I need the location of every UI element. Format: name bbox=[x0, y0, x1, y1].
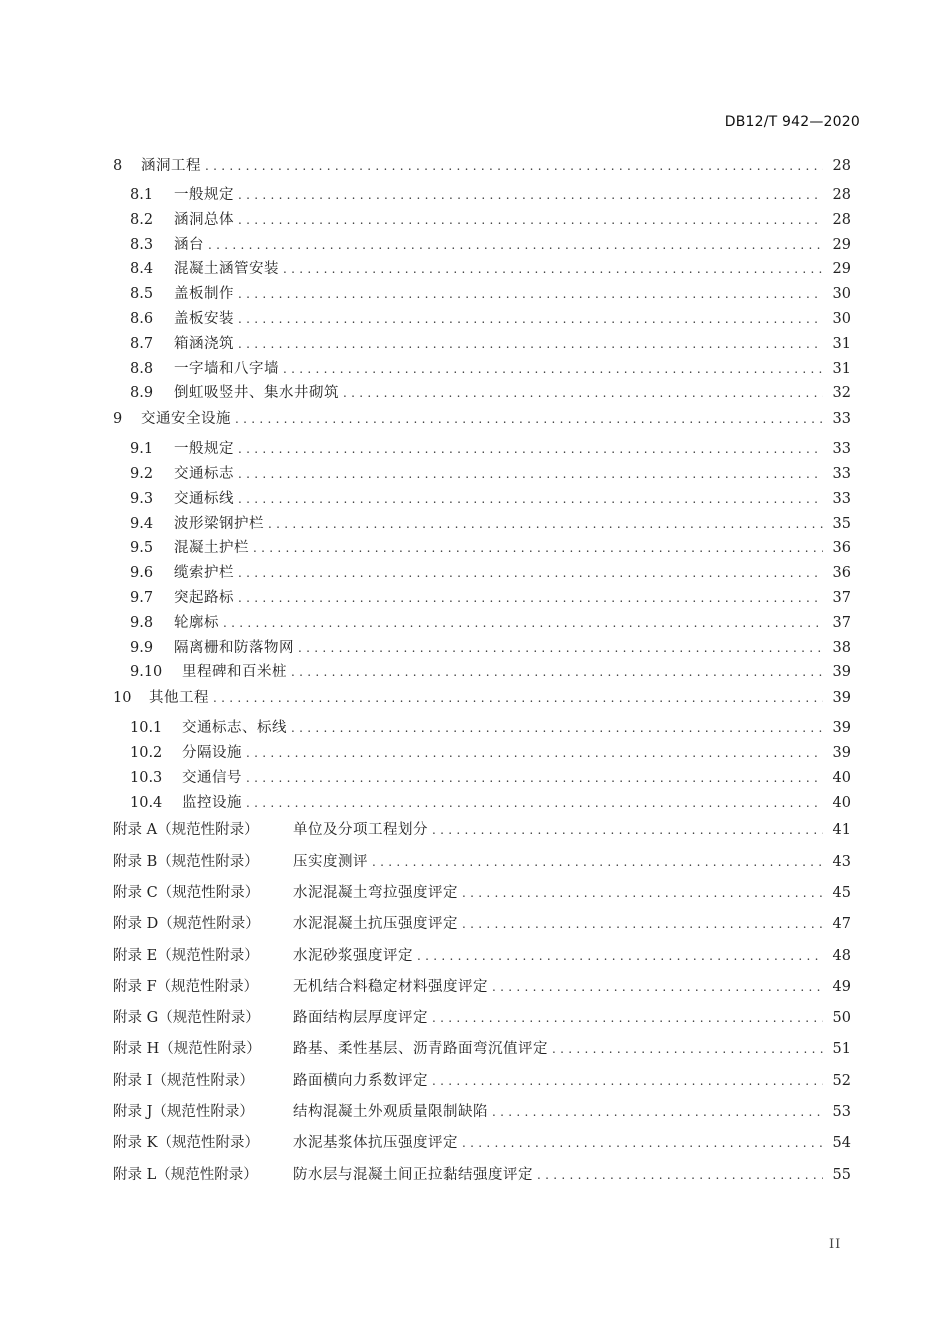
toc-section-10-3[interactable] bbox=[113, 766, 851, 791]
dot-leader bbox=[238, 462, 823, 487]
toc-chapter-10[interactable] bbox=[113, 685, 851, 716]
toc-appendix-h[interactable] bbox=[113, 1034, 851, 1065]
appendix-title: 水泥基浆体抗压强度评定 bbox=[293, 1135, 458, 1152]
section-number: 8.8 bbox=[130, 360, 154, 377]
page-number: 39 bbox=[832, 664, 851, 681]
section-number: 8.1 bbox=[130, 187, 154, 203]
page-number: 38 bbox=[832, 639, 851, 656]
toc-appendix-i[interactable] bbox=[113, 1066, 851, 1097]
dot-leader bbox=[552, 1034, 823, 1065]
page-number: 48 bbox=[832, 947, 851, 964]
section-title: 倒虹吸竖井、集水井砌筑 bbox=[174, 385, 339, 402]
toc-section-8-5[interactable] bbox=[113, 282, 851, 307]
section-number: 9.7 bbox=[130, 589, 154, 606]
section-title: 里程碑和百米桩 bbox=[182, 664, 287, 681]
toc-section-9-1[interactable] bbox=[113, 437, 851, 462]
page-number: 36 bbox=[832, 565, 851, 582]
section-number: 9.10 bbox=[130, 664, 163, 681]
section-title: 涵洞总体 bbox=[174, 211, 234, 228]
section-number: 10.3 bbox=[130, 769, 163, 786]
dot-leader bbox=[238, 437, 823, 462]
section-number: 9.3 bbox=[130, 490, 154, 507]
dot-leader bbox=[291, 716, 823, 741]
toc-appendix-g[interactable] bbox=[113, 1003, 851, 1034]
page-number: 28 bbox=[832, 158, 851, 174]
page-number: 30 bbox=[832, 286, 851, 303]
page-number: 29 bbox=[832, 236, 851, 253]
dot-leader bbox=[223, 611, 823, 636]
section-number: 9.2 bbox=[130, 465, 154, 482]
page-number: 33 bbox=[832, 411, 851, 428]
dot-leader bbox=[537, 1160, 823, 1191]
section-title: 混凝土护栏 bbox=[174, 540, 249, 557]
dot-leader bbox=[246, 741, 823, 766]
section-title: 交通标志 bbox=[174, 465, 234, 482]
dot-leader bbox=[432, 815, 823, 846]
toc-appendix-b[interactable] bbox=[113, 847, 851, 878]
page-number: 43 bbox=[832, 853, 851, 870]
page-number: 33 bbox=[832, 465, 851, 482]
toc-section-10-1[interactable] bbox=[113, 716, 851, 741]
section-number: 9.5 bbox=[130, 540, 154, 557]
toc-section-9-6[interactable] bbox=[113, 561, 851, 586]
dot-leader bbox=[372, 847, 823, 878]
dot-leader bbox=[238, 208, 823, 233]
page-number: 37 bbox=[832, 589, 851, 606]
page-number: 52 bbox=[832, 1072, 851, 1089]
appendix-label: 附录 C（规范性附录） bbox=[113, 884, 260, 901]
chapter-number: 9 bbox=[113, 411, 123, 428]
chapter-number: 10 bbox=[113, 690, 132, 707]
toc-section-9-7[interactable] bbox=[113, 586, 851, 611]
page-number: 50 bbox=[832, 1010, 851, 1027]
page-number: 55 bbox=[832, 1166, 851, 1183]
toc-chapter-8[interactable] bbox=[113, 153, 851, 183]
section-title: 盖板安装 bbox=[174, 310, 234, 327]
toc-appendix-e[interactable] bbox=[113, 941, 851, 972]
section-number: 9.4 bbox=[130, 515, 154, 532]
section-title: 监控设施 bbox=[182, 794, 242, 811]
dot-leader bbox=[246, 766, 823, 791]
appendix-title: 压实度测评 bbox=[293, 853, 368, 870]
page-number: 39 bbox=[832, 744, 851, 761]
page-number: 41 bbox=[832, 822, 851, 839]
table-of-contents bbox=[113, 153, 851, 1191]
dot-leader bbox=[208, 233, 823, 258]
toc-section-8-2[interactable] bbox=[113, 208, 851, 233]
page-number: 53 bbox=[832, 1104, 851, 1120]
dot-leader bbox=[246, 791, 823, 816]
toc-section-8-3[interactable] bbox=[113, 233, 851, 258]
section-title: 分隔设施 bbox=[182, 744, 242, 761]
page-number: 35 bbox=[832, 515, 851, 532]
dot-leader bbox=[492, 1097, 823, 1128]
dot-leader bbox=[417, 941, 823, 972]
toc-appendix-j[interactable] bbox=[113, 1097, 851, 1128]
toc-appendix-c[interactable] bbox=[113, 878, 851, 909]
appendix-title: 路基、柔性基层、沥青路面弯沉值评定 bbox=[293, 1041, 548, 1058]
toc-section-8-1[interactable] bbox=[113, 183, 851, 208]
section-title: 波形梁钢护栏 bbox=[174, 515, 264, 532]
dot-leader bbox=[343, 381, 823, 406]
appendix-label: 附录 K（规范性附录） bbox=[113, 1135, 259, 1152]
dot-leader bbox=[298, 636, 823, 661]
section-number: 10.4 bbox=[130, 794, 163, 811]
appendix-label: 附录 J（规范性附录） bbox=[113, 1104, 254, 1120]
dot-leader bbox=[283, 257, 823, 282]
page-number: 36 bbox=[832, 540, 851, 557]
page-number: 37 bbox=[832, 614, 851, 631]
section-title: 一般规定 bbox=[174, 187, 234, 203]
section-number: 8.3 bbox=[130, 236, 154, 253]
section-number: 10.2 bbox=[130, 744, 163, 761]
section-title: 缆索护栏 bbox=[174, 565, 234, 582]
toc-section-9-8[interactable] bbox=[113, 611, 851, 636]
dot-leader bbox=[238, 282, 823, 307]
section-number: 8.5 bbox=[130, 286, 154, 303]
appendix-title: 水泥砂浆强度评定 bbox=[293, 947, 413, 964]
chapter-title: 其他工程 bbox=[149, 690, 209, 707]
section-number: 10.1 bbox=[130, 720, 163, 737]
appendix-title: 水泥混凝土弯拉强度评定 bbox=[293, 884, 458, 901]
dot-leader bbox=[238, 332, 823, 357]
page-number: 54 bbox=[832, 1135, 851, 1152]
toc-appendix-k[interactable] bbox=[113, 1128, 851, 1159]
dot-leader bbox=[238, 183, 823, 208]
section-title: 一般规定 bbox=[174, 441, 234, 458]
dot-leader bbox=[492, 972, 823, 1003]
appendix-title: 无机结合料稳定材料强度评定 bbox=[293, 978, 488, 995]
section-number: 8.7 bbox=[130, 335, 154, 352]
section-title: 混凝土涵管安装 bbox=[174, 261, 279, 278]
page-number: 28 bbox=[832, 211, 851, 228]
page-number: 33 bbox=[832, 490, 851, 507]
toc-section-9-3[interactable] bbox=[113, 487, 851, 512]
appendix-label: 附录 I（规范性附录） bbox=[113, 1072, 254, 1089]
page-number: 40 bbox=[832, 769, 851, 786]
dot-leader bbox=[283, 357, 823, 382]
toc-section-9-9[interactable] bbox=[113, 636, 851, 661]
section-number: 8.6 bbox=[130, 310, 154, 327]
toc-section-9-2[interactable] bbox=[113, 462, 851, 487]
chapter-title: 涵洞工程 bbox=[141, 158, 201, 174]
dot-leader bbox=[432, 1003, 823, 1034]
page-number: 40 bbox=[832, 794, 851, 811]
section-number: 9.8 bbox=[130, 614, 154, 631]
section-title: 箱涵浇筑 bbox=[174, 335, 234, 352]
chapter-number: 8 bbox=[113, 158, 123, 174]
dot-leader bbox=[462, 878, 823, 909]
toc-appendix-d[interactable] bbox=[113, 909, 851, 940]
toc-appendix-f[interactable] bbox=[113, 972, 851, 1003]
appendix-label: 附录 G（规范性附录） bbox=[113, 1010, 260, 1027]
toc-section-8-4[interactable] bbox=[113, 257, 851, 282]
section-number: 9.1 bbox=[130, 441, 154, 458]
page-number: 47 bbox=[832, 916, 851, 933]
page-number-footer: II bbox=[829, 1237, 842, 1252]
appendix-label: 附录 E（规范性附录） bbox=[113, 947, 259, 964]
dot-leader bbox=[235, 406, 823, 432]
appendix-title: 路面横向力系数评定 bbox=[293, 1072, 428, 1089]
toc-section-8-9[interactable] bbox=[113, 381, 851, 406]
appendix-title: 结构混凝土外观质量限制缺陷 bbox=[293, 1104, 488, 1120]
toc-section-8-6[interactable] bbox=[113, 307, 851, 332]
page-number: 45 bbox=[832, 884, 851, 901]
dot-leader bbox=[432, 1066, 823, 1097]
dot-leader bbox=[462, 909, 823, 940]
section-title: 涵台 bbox=[174, 236, 204, 253]
dot-leader bbox=[205, 153, 823, 179]
section-title: 交通标线 bbox=[174, 490, 234, 507]
appendix-label: 附录 A（规范性附录） bbox=[113, 822, 259, 839]
appendix-label: 附录 F（规范性附录） bbox=[113, 978, 259, 995]
appendix-title: 单位及分项工程划分 bbox=[293, 822, 428, 839]
page-number: 31 bbox=[832, 335, 851, 352]
toc-section-10-2[interactable] bbox=[113, 741, 851, 766]
section-number: 8.4 bbox=[130, 261, 154, 278]
dot-leader bbox=[462, 1128, 823, 1159]
page-number: 39 bbox=[832, 720, 851, 737]
section-title: 交通信号 bbox=[182, 769, 242, 786]
dot-leader bbox=[213, 685, 823, 711]
dot-leader bbox=[268, 512, 823, 537]
dot-leader bbox=[238, 487, 823, 512]
page-number: 51 bbox=[832, 1041, 851, 1058]
section-title: 盖板制作 bbox=[174, 286, 234, 303]
toc-section-9-4[interactable] bbox=[113, 512, 851, 537]
appendix-title: 水泥混凝土抗压强度评定 bbox=[293, 916, 458, 933]
toc-section-10-4[interactable] bbox=[113, 791, 851, 816]
page-number: 28 bbox=[832, 187, 851, 203]
standard-code-header: DB12/T 942—2020 bbox=[724, 114, 860, 130]
page-number: 49 bbox=[832, 978, 851, 995]
section-title: 一字墙和八字墙 bbox=[174, 360, 279, 377]
chapter-title: 交通安全设施 bbox=[141, 411, 231, 428]
toc-section-9-5[interactable] bbox=[113, 536, 851, 561]
page-number: 39 bbox=[832, 690, 851, 707]
section-number: 8.9 bbox=[130, 385, 154, 402]
appendix-label: 附录 D（规范性附录） bbox=[113, 916, 260, 933]
appendix-title: 防水层与混凝土间正拉黏结强度评定 bbox=[293, 1166, 533, 1183]
appendix-label: 附录 B（规范性附录） bbox=[113, 853, 259, 870]
dot-leader bbox=[238, 307, 823, 332]
section-number: 9.6 bbox=[130, 565, 154, 582]
section-title: 隔离栅和防落物网 bbox=[174, 639, 294, 656]
dot-leader bbox=[238, 586, 823, 611]
appendix-title: 路面结构层厚度评定 bbox=[293, 1010, 428, 1027]
dot-leader bbox=[238, 561, 823, 586]
toc-section-8-7[interactable] bbox=[113, 332, 851, 357]
appendix-label: 附录 H（规范性附录） bbox=[113, 1041, 261, 1058]
section-number: 8.2 bbox=[130, 211, 154, 228]
page-number: 32 bbox=[832, 385, 851, 402]
page-number: 33 bbox=[832, 441, 851, 458]
dot-leader bbox=[291, 660, 823, 685]
page-number: 29 bbox=[832, 261, 851, 278]
page-number: 31 bbox=[832, 360, 851, 377]
toc-chapter-9[interactable] bbox=[113, 406, 851, 437]
toc-section-8-8[interactable] bbox=[113, 357, 851, 382]
section-title: 突起路标 bbox=[174, 589, 234, 606]
toc-appendix-a[interactable] bbox=[113, 815, 851, 846]
toc-section-9-10[interactable] bbox=[113, 660, 851, 685]
section-number: 9.9 bbox=[130, 639, 154, 656]
section-title: 轮廓标 bbox=[174, 614, 219, 631]
toc-appendix-l[interactable] bbox=[113, 1160, 851, 1191]
section-title: 交通标志、标线 bbox=[182, 720, 287, 737]
dot-leader bbox=[253, 536, 823, 561]
page-number: 30 bbox=[832, 310, 851, 327]
appendix-label: 附录 L（规范性附录） bbox=[113, 1166, 258, 1183]
